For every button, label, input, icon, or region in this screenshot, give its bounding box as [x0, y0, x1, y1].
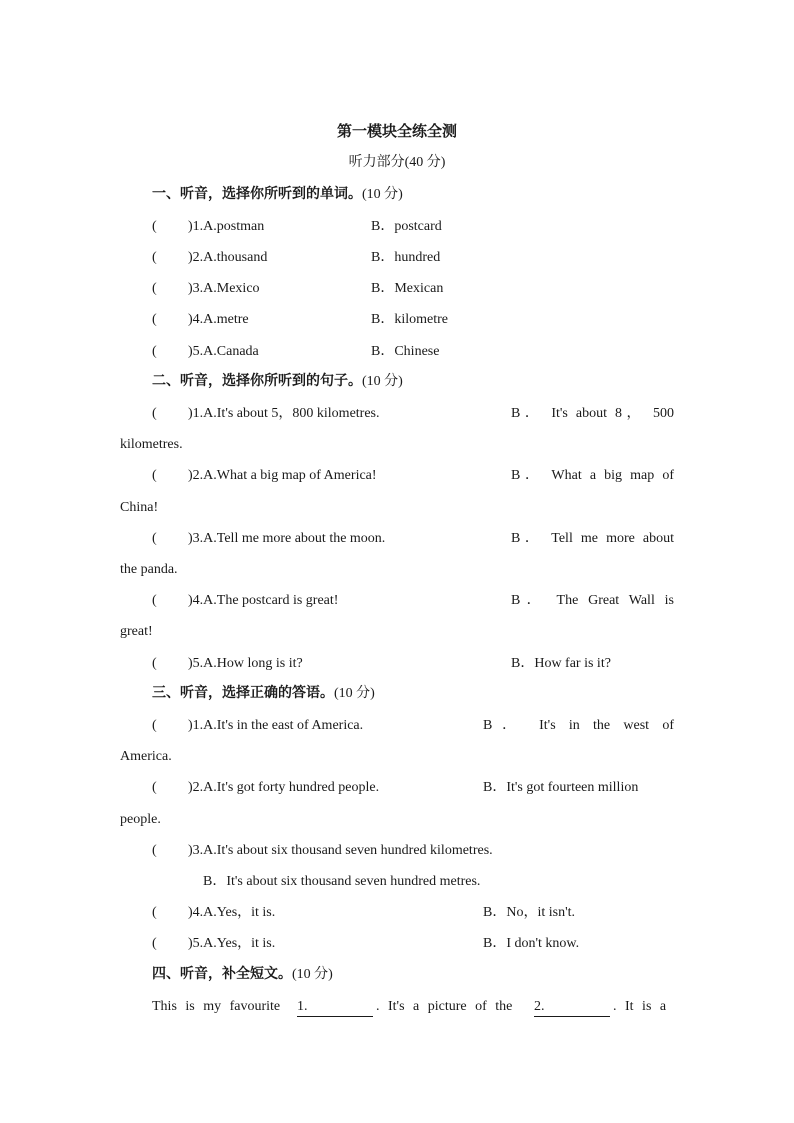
s3-q2-continuation: people. — [120, 812, 161, 827]
cloze-text-2: . It's a picture of the — [376, 999, 513, 1014]
option-b: B． What a big map of — [511, 468, 674, 483]
option-a: )4.A.The postcard is great! — [188, 593, 339, 608]
option-b: B．No，it isn't. — [483, 905, 575, 920]
cloze-blank-2[interactable]: 2. — [534, 998, 610, 1017]
option-b: B． It's about 8， 500 — [511, 406, 674, 421]
answer-paren[interactable]: ( — [152, 219, 157, 234]
answer-paren[interactable]: ( — [152, 843, 157, 858]
option-b: B．It's got fourteen million — [483, 780, 639, 795]
option-a: )4.A.Yes，it is. — [188, 905, 276, 920]
option-a: )2.A.What a big map of America! — [188, 468, 377, 483]
answer-paren[interactable]: ( — [152, 344, 157, 359]
section1-heading — [152, 186, 403, 204]
answer-paren[interactable]: ( — [152, 250, 157, 265]
option-b: B．How far is it? — [511, 656, 611, 671]
answer-paren[interactable]: ( — [152, 656, 157, 671]
section4-heading-text: 四、听音，补全短文。 — [152, 967, 292, 982]
section2-heading-text: 二、听音，选择你所听到的句子。 — [152, 374, 362, 389]
option-a: )5.A.How long is it? — [188, 656, 303, 671]
s2-q1-continuation: kilometres. — [120, 437, 183, 452]
option-b: B．hundred — [371, 250, 441, 265]
option-b: B．Mexican — [371, 281, 444, 296]
option-a: )1.A.postman — [188, 219, 265, 234]
answer-paren[interactable]: ( — [152, 718, 157, 733]
option-a: )3.A.Tell me more about the moon. — [188, 531, 386, 546]
option-b: B．Chinese — [371, 344, 440, 359]
option-b: B． It's in the west of — [483, 718, 674, 733]
section4-heading — [152, 966, 333, 984]
option-b: B． The Great Wall is — [511, 593, 674, 608]
option-a: )5.A.Canada — [188, 344, 259, 359]
answer-paren[interactable]: ( — [152, 936, 157, 951]
option-a: )1.A.It's about 5，800 kilometres. — [188, 406, 380, 421]
option-a: )2.A.It's got forty hundred people. — [188, 780, 380, 795]
page-title: 第一模块全练全测 — [336, 124, 457, 140]
section2-score: (10 分) — [362, 374, 403, 389]
option-a: )5.A.Yes，it is. — [188, 936, 276, 951]
answer-paren[interactable]: ( — [152, 905, 157, 920]
answer-paren[interactable]: ( — [152, 780, 157, 795]
cloze-blank-1[interactable]: 1. — [297, 998, 373, 1017]
s2-q4-continuation: great! — [120, 624, 153, 639]
answer-paren[interactable]: ( — [152, 312, 157, 327]
section2-heading — [152, 373, 403, 391]
option-b: B． Tell me more about — [511, 531, 674, 546]
answer-paren[interactable]: ( — [152, 406, 157, 421]
option-a: )2.A.thousand — [188, 250, 268, 265]
page-subtitle: 听力部分(40 分) — [348, 155, 446, 170]
answer-paren[interactable]: ( — [152, 531, 157, 546]
section3-score: (10 分) — [334, 686, 375, 701]
section1-heading-text: 一、听音，选择你所听到的单词。 — [152, 187, 362, 202]
answer-paren[interactable]: ( — [152, 593, 157, 608]
option-a: )3.A.It's about six thousand seven hundred kilometres. — [188, 843, 493, 858]
option-b: B．postcard — [371, 219, 442, 234]
answer-paren[interactable]: ( — [152, 281, 157, 296]
s3-q3-option-b: B．It's about six thousand seven hundred metres. — [203, 874, 481, 889]
option-b: B．kilometre — [371, 312, 448, 327]
section3-heading-text: 三、听音，选择正确的答语。 — [152, 686, 334, 701]
option-a: )4.A.metre — [188, 312, 249, 327]
section1-score: (10 分) — [362, 187, 403, 202]
option-b: B．I don't know. — [483, 936, 580, 951]
cloze-text-3: . It is a — [613, 999, 667, 1014]
s2-q2-continuation: China! — [120, 500, 159, 515]
section4-score: (10 分) — [292, 967, 333, 982]
option-a: )1.A.It's in the east of America. — [188, 718, 364, 733]
section3-heading — [152, 685, 375, 703]
option-a: )3.A.Mexico — [188, 281, 260, 296]
cloze-text-1: This is my favourite — [152, 999, 281, 1014]
s3-q1-continuation: America. — [120, 749, 172, 764]
s2-q3-continuation: the panda. — [120, 562, 178, 577]
answer-paren[interactable]: ( — [152, 468, 157, 483]
